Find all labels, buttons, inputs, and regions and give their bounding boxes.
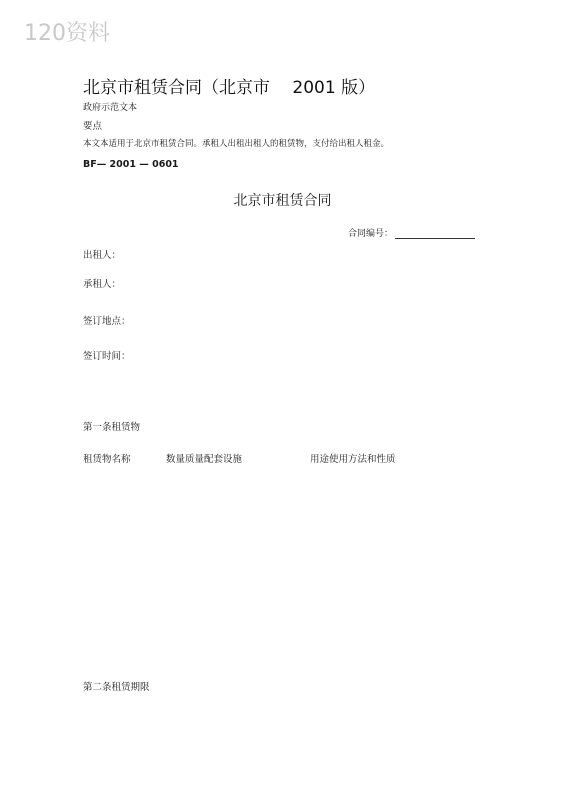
contract-number-label: 合同编号： — [348, 229, 394, 239]
lessee-field: 承租人： — [83, 279, 122, 290]
lessor-field: 出租人： — [83, 250, 122, 261]
signing-place-field: 签订地点： — [83, 316, 131, 327]
document-title: 北京市租赁合同（北京市 2001 版） — [83, 78, 376, 98]
key-points-text: 本文本适用于北京市租赁合同。承租人出租出租人的租赁物，支付给出租人租金。 — [83, 139, 390, 149]
signing-time-field: 签订时间： — [83, 351, 131, 362]
contract-title: 北京市租赁合同 — [233, 193, 332, 209]
contract-number-row — [348, 226, 475, 239]
column-header-quantity-quality: 数量质量配套设施 — [166, 454, 243, 465]
section2-heading: 第二条租赁期限 — [83, 682, 150, 693]
watermark-logo: 120资料 — [24, 21, 110, 46]
contract-number-blank[interactable] — [395, 228, 475, 239]
column-header-item-name: 租赁物名称 — [83, 454, 131, 465]
document-subtitle: 政府示范文本 — [83, 103, 138, 113]
key-points-heading: 要点 — [83, 121, 103, 132]
section1-heading: 第一条租赁物 — [83, 422, 141, 433]
document-code: BF— 2001 — 0601 — [83, 159, 179, 170]
column-header-usage: 用途使用方法和性质 — [310, 454, 396, 465]
